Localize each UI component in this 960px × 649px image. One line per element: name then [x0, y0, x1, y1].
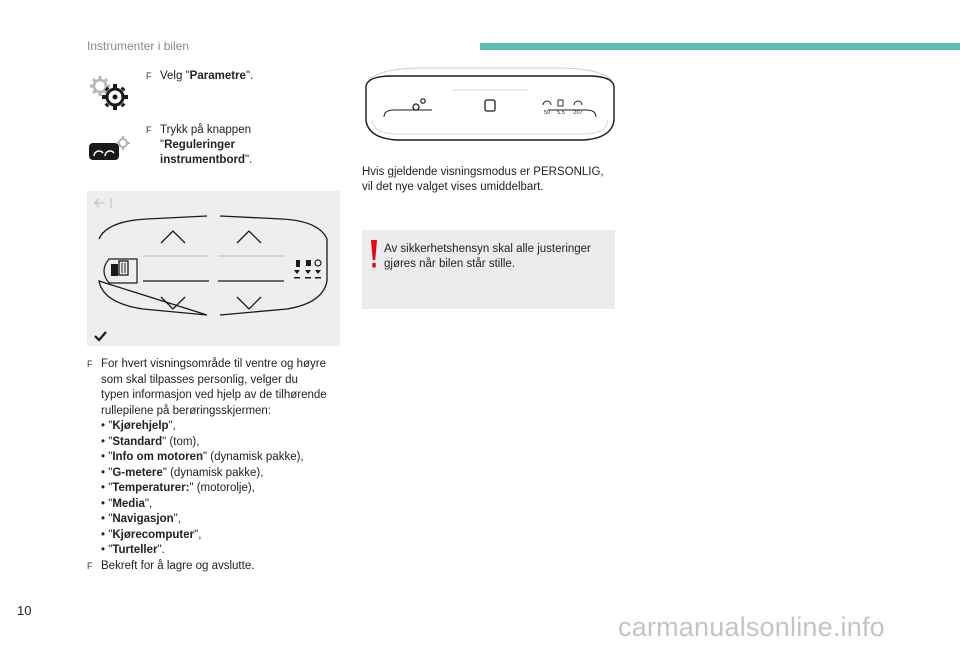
- step-arrow-icon: F: [146, 71, 152, 81]
- step-arrow-icon: F: [146, 125, 152, 135]
- dashboard-settings-label: Reguleringer: [164, 139, 236, 151]
- list-item: • "Info om motoren" (dynamisk pakke),: [101, 451, 304, 463]
- settings-gears-icon: [88, 74, 130, 117]
- safety-note: Av sikkerhetshensyn skal alle justeringer gjøres når bilen står stille.: [362, 230, 615, 309]
- readout-value: 207: [573, 110, 583, 116]
- personal-mode-paragraph: Hvis gjeldende visningsmodus er PERSONLIG, vil det nye valget vises umiddelbart.: [362, 166, 604, 193]
- page-number: 10: [17, 603, 32, 618]
- left-scroll-up-icon: [161, 231, 185, 243]
- list-item: • "Turteller".: [101, 544, 165, 556]
- readout-value: 50: [543, 110, 551, 116]
- confirm-instruction: Bekreft for å lagre og avslutte.: [101, 559, 255, 572]
- step-press-dashboard-settings: F Trykk på knappen "Reguleringer instrumentbord".: [146, 124, 253, 166]
- instrument-cluster-illustration: [362, 60, 618, 150]
- parameters-label: Parametre: [189, 70, 246, 82]
- back-arrow-icon: [95, 198, 111, 208]
- exclamation-icon: [370, 240, 378, 270]
- list-item: • "Temperaturer:" (motorolje),: [101, 482, 255, 494]
- readout-value: 5.5: [557, 110, 565, 116]
- settings-gears-icon: [413, 99, 425, 110]
- list-item: • "Kjørecomputer",: [101, 528, 202, 541]
- right-area-widgets-icon: [294, 260, 321, 279]
- section-title: Instrumenter i bilen: [87, 39, 190, 53]
- trip-gauges-icon: [543, 100, 582, 106]
- confirm-check-icon: [95, 332, 106, 340]
- watermark: carmanualsonline.info: [618, 612, 885, 642]
- list-item: • "G-metere" (dynamisk pakke),: [101, 466, 264, 479]
- step-arrow-icon: F: [87, 560, 93, 571]
- touchscreen-illustration: [87, 191, 340, 346]
- list-item: • "Standard" (tom),: [101, 435, 200, 448]
- center-display-icon: [485, 100, 495, 111]
- instruction-list: F For hvert visningsområde til ventre og høyre som skal tilpasses personlig, velger du typen informasjon ved hjelp av de tilhørende rullepilene på berøringsskjermen: • "Kjørehjelp", • "Standard" (tom), • "Info om motoren" (dynamisk pakke), • "G-metere" (dynamisk pakke), • "Temperaturer:" (motorolje), • "Media", • "Navigasjon", • "Kjørecomputer", • "Turteller". F Bekreft for å lagre og avslutte.: [87, 357, 352, 574]
- section-accent-bar: [480, 43, 960, 50]
- dashboard-settings-icon: [88, 136, 130, 167]
- step-arrow-icon: F: [87, 359, 93, 369]
- right-scroll-down-icon: [237, 297, 261, 309]
- display-mode-icon: [111, 261, 128, 276]
- list-item: • "Navigasjon",: [101, 513, 181, 525]
- right-scroll-up-icon: [237, 231, 261, 243]
- step-select-parameters: F Velg "Parametre".: [146, 70, 254, 82]
- list-item: • "Kjørehjelp",: [101, 420, 176, 432]
- list-item: • "Media",: [101, 497, 153, 510]
